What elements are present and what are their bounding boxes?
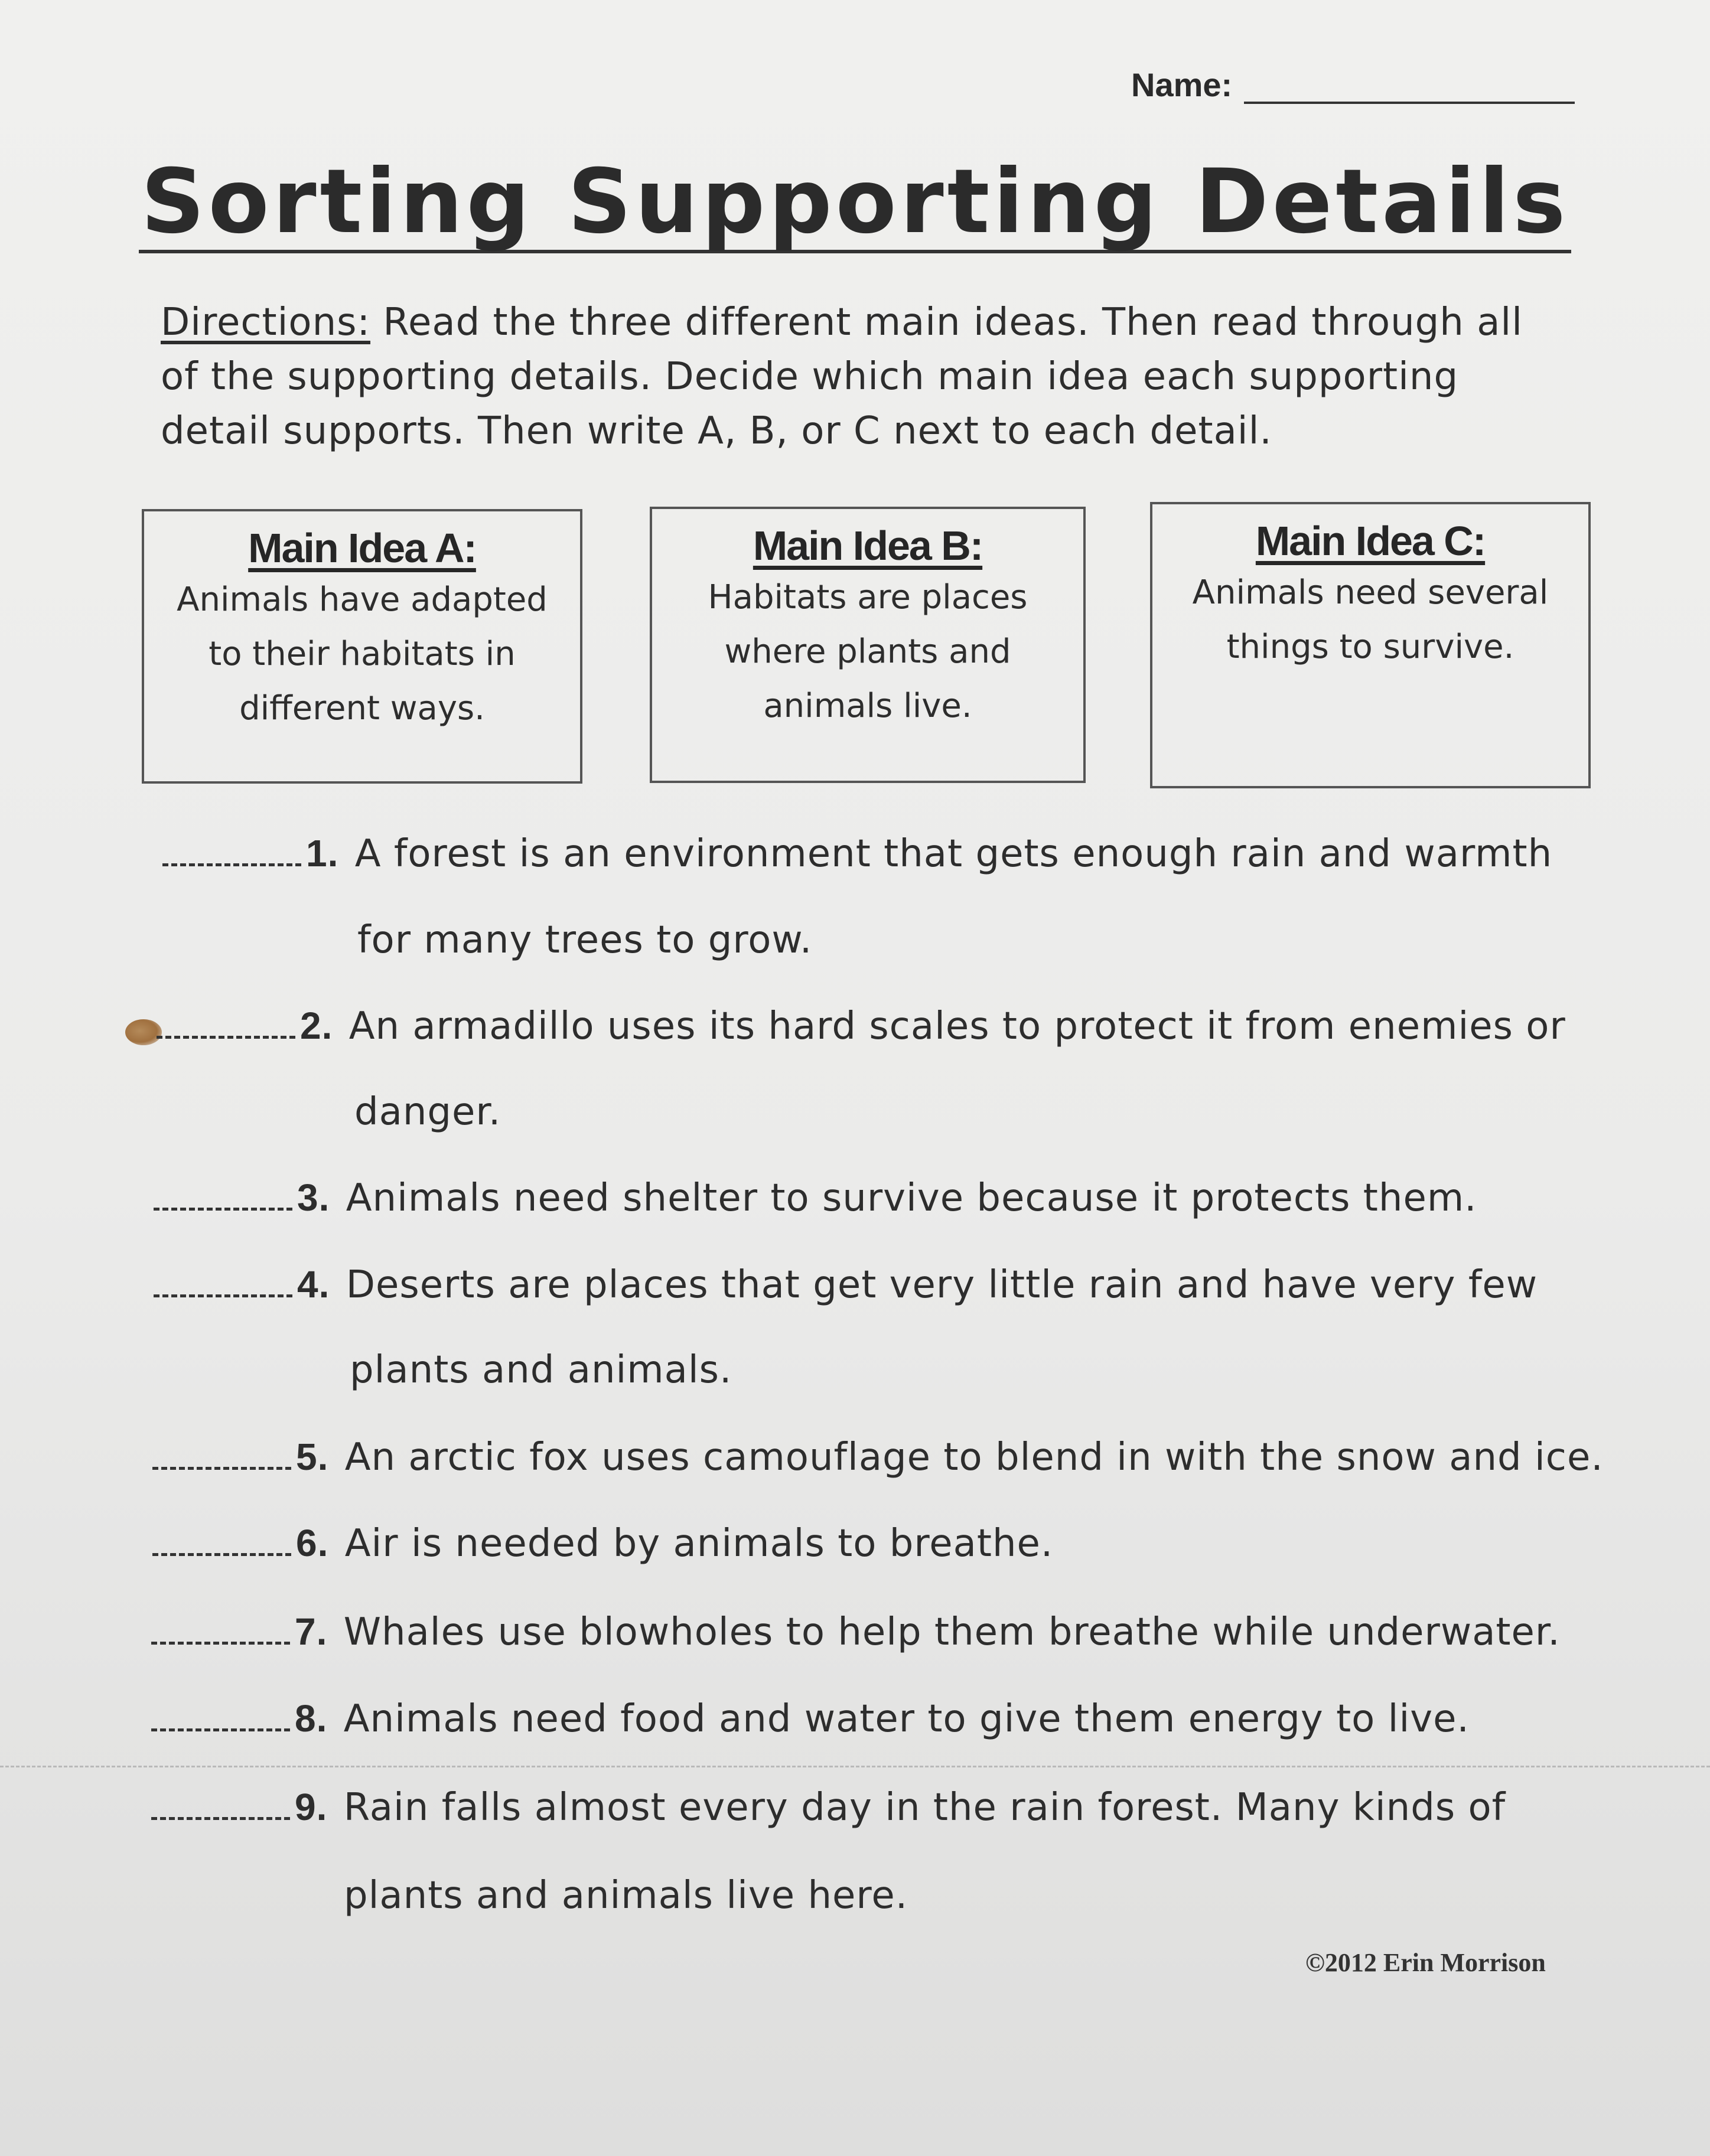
answer-blank-3[interactable] [154,1202,292,1211]
name-field [1131,65,1575,104]
main-idea-a-text: Animals have adapted to their habitats in different ways. [177,580,548,728]
main-idea-a-title: Main Idea A: [248,525,476,571]
detail-item-2 [157,1005,1566,1047]
detail-item-1-continued: for many trees to grow. [357,918,813,962]
detail-text-3: Animals need shelter to survive because it protects them. [346,1176,1477,1220]
copyright-notice: ©2012 Erin Morrison [1305,1948,1546,1977]
detail-item-7 [151,1611,1561,1653]
main-idea-c-title: Main Idea C: [1255,518,1486,564]
detail-item-3 [154,1177,1477,1219]
directions-paragraph [161,295,1549,458]
page-title-text: Sorting Supporting Details [139,158,1572,253]
detail-number-3: 3. [297,1176,330,1219]
main-idea-box-a [142,509,582,784]
detail-number-5: 5. [296,1436,329,1478]
answer-blank-9[interactable] [151,1811,290,1820]
detail-text-8: Animals need food and water to give them energy to live. [343,1697,1470,1741]
main-idea-box-c [1150,502,1591,788]
name-label: Name: [1131,66,1233,103]
answer-blank-5[interactable] [152,1461,291,1470]
detail-text-4: Deserts are places that get very little rain and have very few [346,1263,1538,1307]
name-blank-line[interactable] [1244,65,1575,104]
main-idea-b-title: Main Idea B: [753,523,983,569]
detail-text-9: Rain falls almost every day in the rain forest. Many kinds of [343,1786,1506,1829]
detail-number-2: 2. [300,1004,333,1047]
main-idea-b-text: Habitats are places where plants and animals live. [708,578,1028,725]
detail-item-4-continued: plants and animals. [350,1348,732,1392]
detail-text-7: Whales use blowholes to help them breathe while underwater. [343,1610,1561,1654]
detail-item-6 [152,1522,1053,1564]
detail-number-9: 9. [295,1786,328,1828]
detail-number-4: 4. [297,1263,330,1306]
directions-text: Read the three different main ideas. Then read through all of the supporting details. Decide which main idea each supporting detail supports. Then write A, B, or C next to each detail. [161,301,1523,453]
detail-number-8: 8. [295,1697,328,1740]
directions-label: Directions: [161,301,371,344]
detail-number-1: 1. [306,832,339,875]
detail-item-8 [151,1698,1470,1740]
detail-number-6: 6. [296,1522,329,1564]
main-idea-c-text: Animals need several things to survive. [1192,573,1549,666]
detail-number-7: 7. [295,1610,328,1653]
page-title [0,151,1710,253]
detail-item-4 [154,1264,1538,1306]
answer-blank-2[interactable] [157,1030,295,1039]
detail-text-5: An arctic fox uses camouflage to blend in with the snow and ice. [344,1436,1604,1479]
detail-text-2: An armadillo uses its hard scales to protect it from enemies or [348,1004,1566,1048]
answer-blank-4[interactable] [154,1289,292,1297]
detail-item-9 [151,1786,1506,1828]
detail-text-1: A forest is an environment that gets enough rain and warmth [354,832,1553,876]
paper-fold-line [0,1766,1710,1767]
main-idea-box-b [650,507,1086,783]
answer-blank-7[interactable] [151,1636,290,1645]
answer-blank-1[interactable] [162,857,301,866]
detail-item-2-continued: danger. [354,1090,501,1134]
answer-blank-6[interactable] [152,1547,291,1556]
detail-item-5 [152,1436,1604,1478]
detail-item-9-continued: plants and animals live here. [344,1874,908,1917]
answer-blank-8[interactable] [151,1723,290,1731]
detail-item-1 [162,833,1552,875]
detail-text-6: Air is needed by animals to breathe. [344,1522,1054,1565]
